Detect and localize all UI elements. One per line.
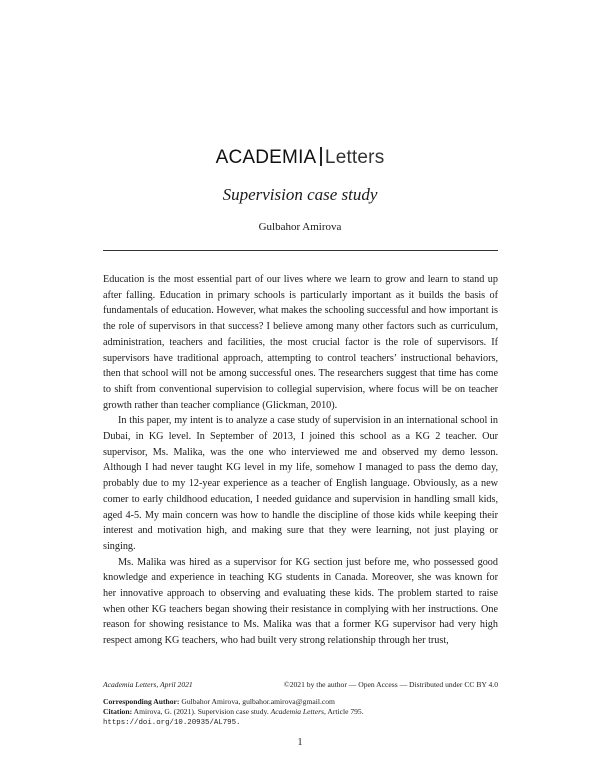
- footer-meta-row: [103, 680, 498, 691]
- masthead-divider: [320, 147, 322, 166]
- page-number: 1: [297, 737, 303, 748]
- doi-link[interactable]: https://doi.org/10.20935/AL795.: [103, 718, 241, 727]
- article-author: Gulbahor Amirova: [258, 221, 342, 233]
- body-paragraph: Education is the most essential part of our lives where we learn to grow and learn to stand up after falling. Education in primary schools is particularly important as it builds the basis of fundamentals of education. However, what makes the schooling successful and how important is the role of supervisors in that success? I believe among many other factors such as curriculum, administration, teachers and facilities, the most crucial factor is the role of supervisors. If supervisors have traditional approach, attempting to control teachers’ instructional behaviors, then that school will not be among successful ones. The researchers suggest that time has come to shift from conventional supervision to collegial supervision, where focus will be on teacher growth rather than teacher compliance (Glickman, 2010).: [103, 274, 498, 411]
- citation-article: , Article 795.: [323, 707, 364, 717]
- journal-date: Academia Letters, April 2021: [103, 680, 193, 689]
- journal-brand: ACADEMIA: [215, 147, 317, 168]
- journal-masthead: [0, 147, 600, 169]
- body-paragraph: Ms. Malika was hired as a supervisor for KG section just before me, who possessed good knowledge and experience in teaching KG students in Canada. Moreover, she was known for her innovative approach to observing and evaluating these kids. The problem started to raise when other KG teachers began showing their resistance in complying with her instructions. One reason for showing resistance to Ms. Malika was that a former KG supervisor had very high respect among KG teachers, who had built very strong relationship through her trust,: [103, 556, 498, 647]
- title-rule: [103, 250, 498, 251]
- citation-label: Citation:: [103, 707, 133, 717]
- citation-journal: Academia Letters: [270, 707, 324, 717]
- article-title: Supervision case study: [222, 185, 378, 204]
- license-notice: ©2021 by the author — Open Access — Distributed under CC BY 4.0: [283, 680, 498, 689]
- body-paragraph: In this paper, my intent is to analyze a case study of supervision in an international school in Dubai, in KG level. In September of 2013, I joined this school as a KG 2 teacher. Our supervisor, Ms. Malika, was the one who interviewed me and observed my demo lesson. Although I had never taught KG level in my life, somehow I managed to pass the demo day, probably due to my 12-year experience as a teacher of English language. Obviously, as a new comer to early childhood education, I needed guidance and supervision in handling small kids, aged 4-5. My main concern was how to handle the discipline of those kids while keeping their interest and motivation high, and making sure that they were learning, not just playing or singing.: [103, 415, 498, 552]
- journal-series: Letters: [324, 147, 385, 168]
- citation: [103, 707, 498, 718]
- citation-text: Amirova, G. (2021). Supervision case study.: [133, 707, 269, 717]
- page-footer: [103, 680, 498, 728]
- corresponding-label: Corresponding Author:: [103, 696, 180, 706]
- corresponding-author: [103, 697, 498, 708]
- article-body: [103, 272, 498, 649]
- corresponding-value: Gulbahor Amirova, gulbahor.amirova@gmail.com: [181, 696, 335, 706]
